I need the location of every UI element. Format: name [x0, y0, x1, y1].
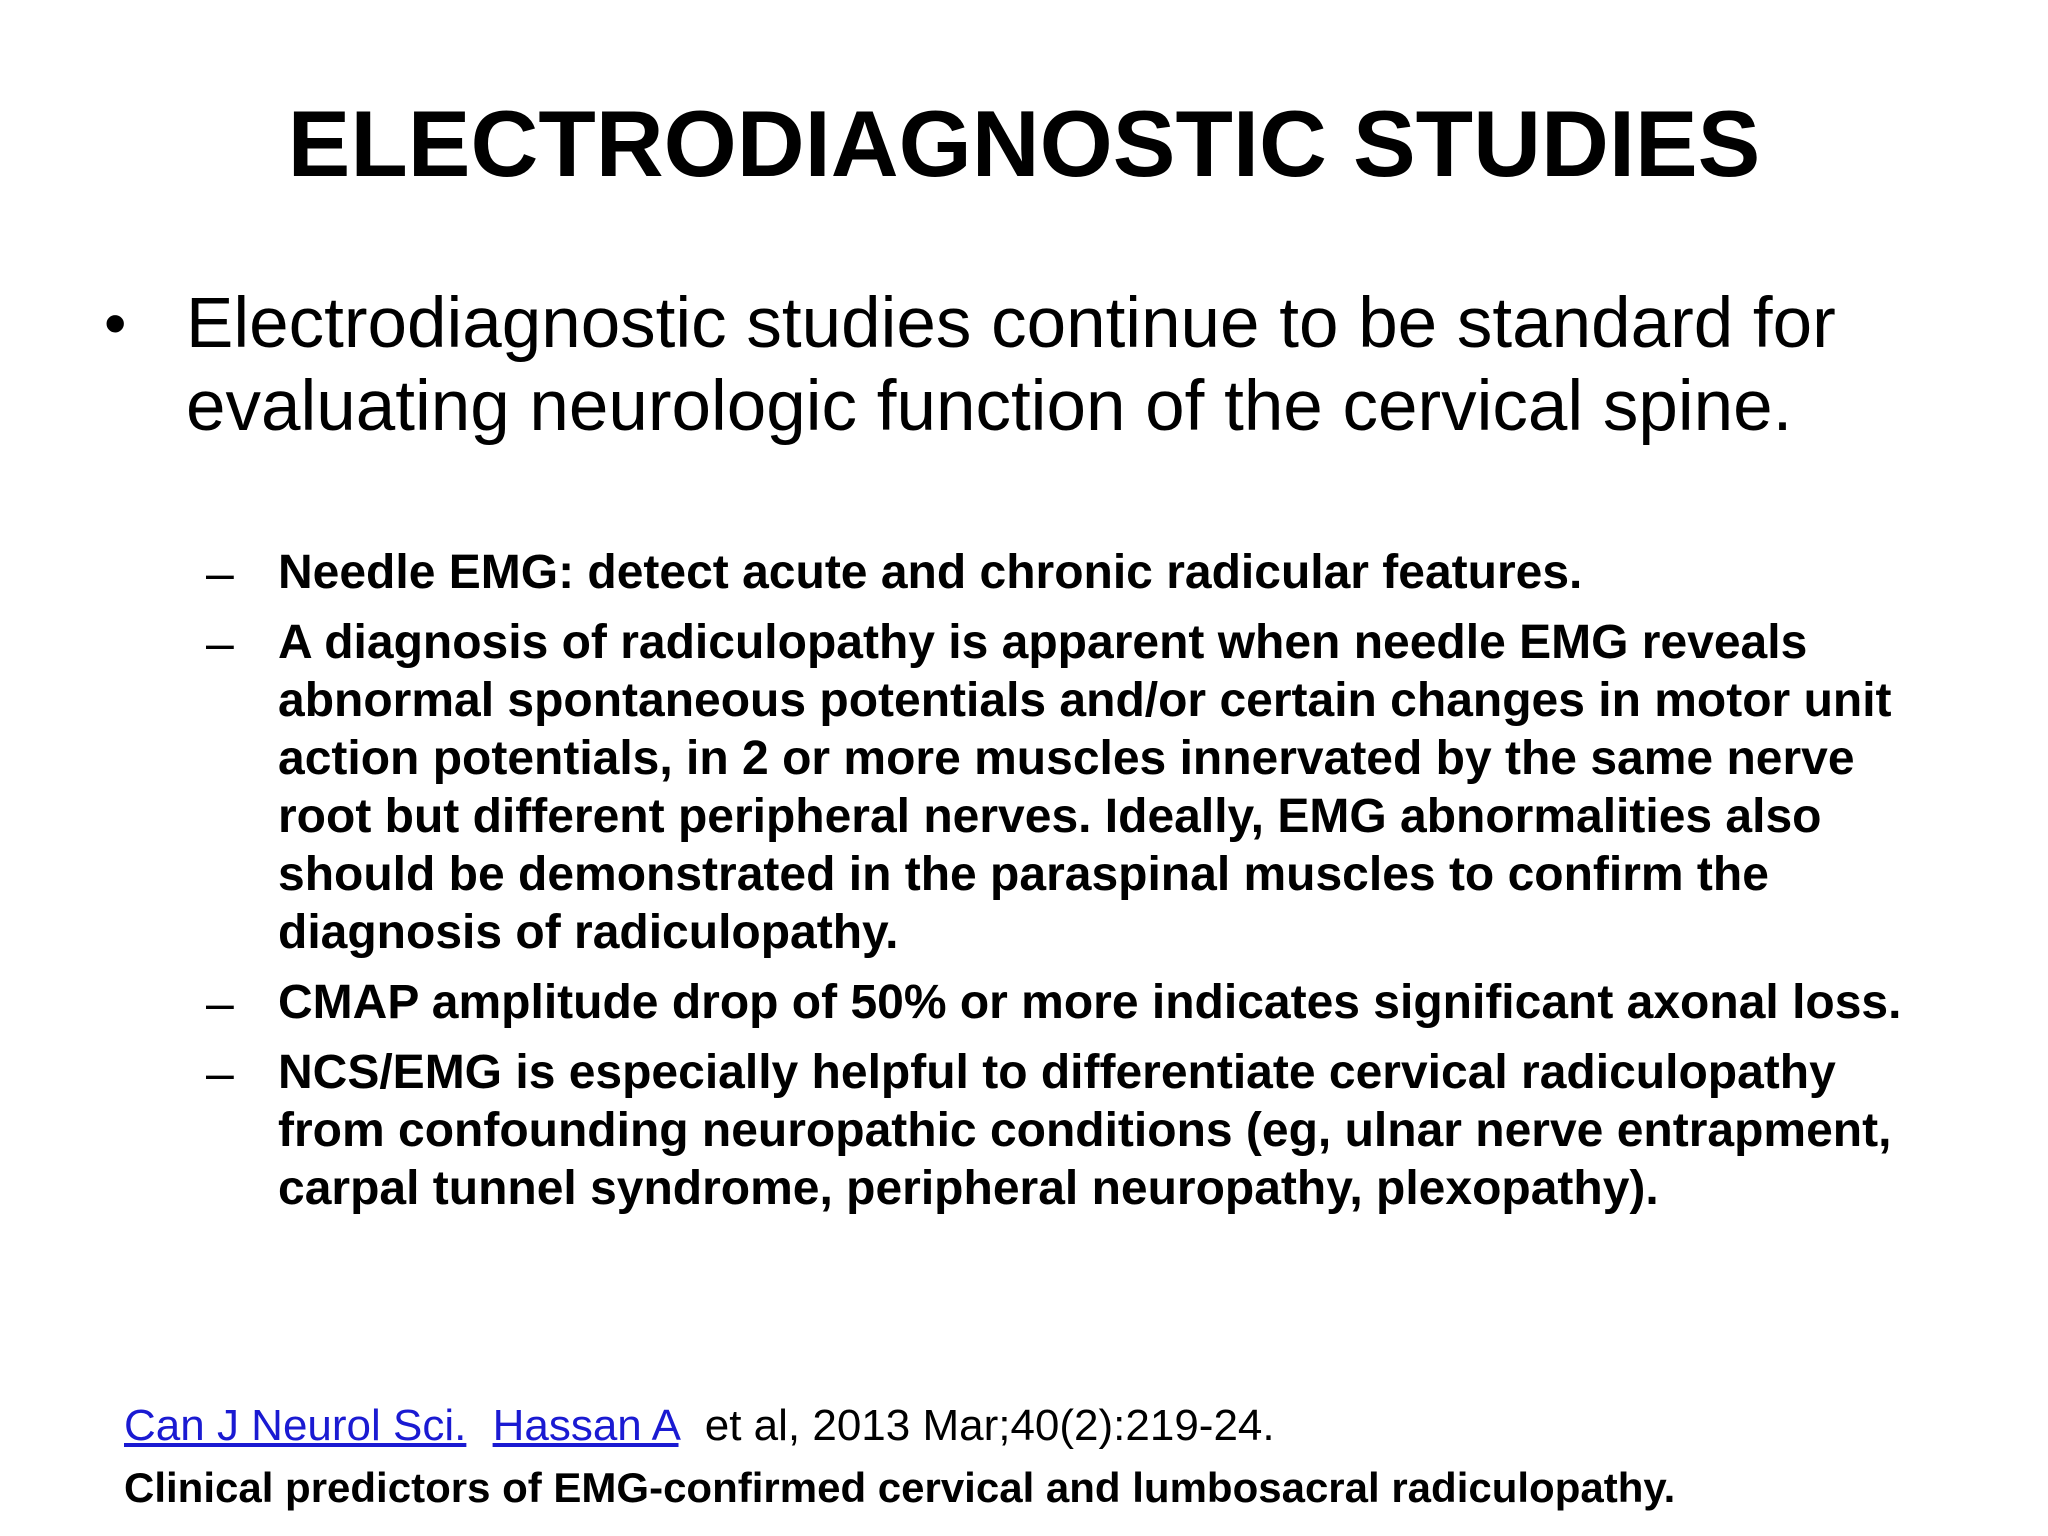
- sub-bullet-item: [206, 1044, 1946, 1218]
- bullet-marker: •: [104, 287, 127, 359]
- dash-marker: –: [206, 615, 234, 671]
- sub-bullet-item: [206, 974, 1946, 1032]
- dash-marker: –: [206, 545, 234, 601]
- sub-bullet-item: [206, 544, 1946, 602]
- author-link[interactable]: Hassan A: [492, 1401, 679, 1450]
- sub-bullet-text: NCS/EMG is especially helpful to differentiate cervical radiculopathy from confounding neuropathic conditions (eg, ulnar nerve entrapment, carpal tunnel syndrome, peripheral neuropathy, plexopathy).: [278, 1046, 1892, 1215]
- citation-article-title: Clinical predictors of EMG-confirmed cervical and lumbosacral radiculopathy.: [124, 1464, 1676, 1511]
- dash-marker: –: [206, 975, 234, 1031]
- main-bullet: [104, 282, 1944, 448]
- slide-title: ELECTRODIAGNOSTIC STUDIES: [287, 91, 1761, 196]
- citation-details: et al, 2013 Mar;40(2):219-24.: [704, 1401, 1275, 1450]
- dash-marker: –: [206, 1045, 234, 1101]
- sub-bullet-list: [206, 544, 1946, 1230]
- journal-link[interactable]: Can J Neurol Sci.: [124, 1401, 467, 1450]
- sub-bullet-item: [206, 614, 1946, 962]
- main-bullet-text: Electrodiagnostic studies continue to be standard for evaluating neurologic function of the cervical spine.: [186, 284, 1836, 446]
- sub-bullet-text: CMAP amplitude drop of 50% or more indicates significant axonal loss.: [278, 976, 1902, 1029]
- citation-line: [124, 1398, 1984, 1454]
- sub-bullet-text: Needle EMG: detect acute and chronic radicular features.: [278, 546, 1583, 599]
- sub-bullet-text: A diagnosis of radiculopathy is apparent when needle EMG reveals abnormal spontaneous potentials and/or certain changes in motor unit action potentials, in 2 or more muscles innervated by the same nerve root but different peripheral nerves. Ideally, EMG abnormalities also should be demonstrated in the paraspinal muscles to confirm the diagnosis of radiculopathy.: [278, 616, 1892, 959]
